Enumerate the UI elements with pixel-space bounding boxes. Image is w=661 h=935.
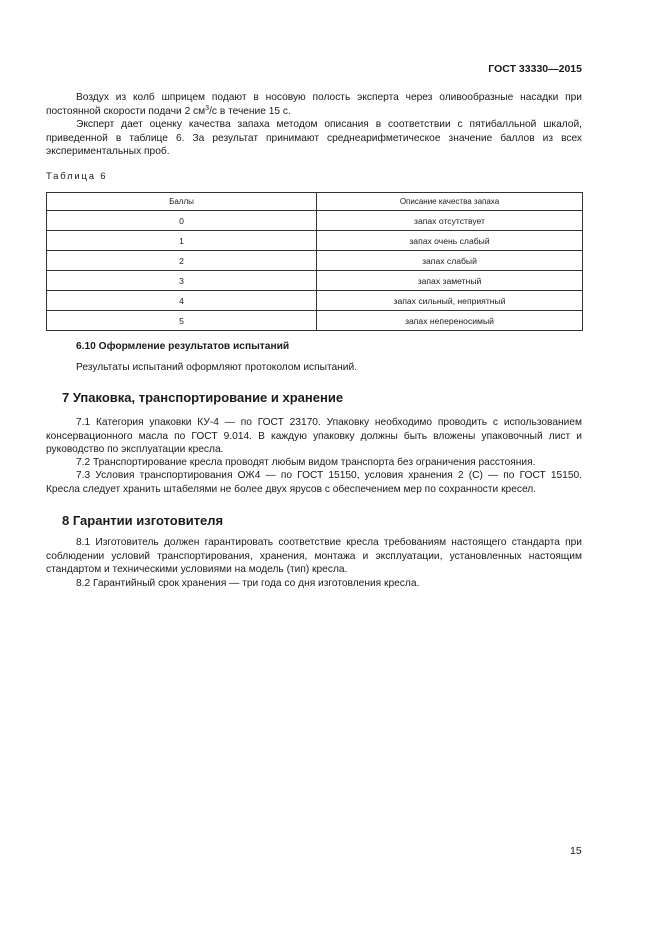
section-7-3-text: 7.3 Условия транспортирования ОЖ4 — по ГОСТ 15150, условия хранения 2 (С) — по ГОСТ 15150. Кресла следует хранить штабелями не более двух ярусов с обеспечением мер по сохранности кресел. <box>46 470 582 495</box>
section-8-title: 8 Гарантии изготовителя <box>62 513 224 528</box>
table-cell-score: 3 <box>47 271 317 291</box>
table-header-description: Описание качества запаха <box>317 193 583 211</box>
document-header: ГОСТ 33330—2015 <box>488 63 582 75</box>
intro-paragraph-1 <box>46 91 582 118</box>
table-header-score: Баллы <box>47 193 317 211</box>
table-caption: Таблица 6 <box>46 171 108 182</box>
table-row <box>47 311 583 331</box>
table-row <box>47 251 583 271</box>
section-6-10-text: Результаты испытаний оформляют протоколом испытаний. <box>76 362 358 373</box>
section-7-2-text: 7.2 Транспортирование кресла проводят любым видом транспорта без ограничения расстояния. <box>76 457 536 468</box>
intro-p1-text-a: Воздух из колб шприцем подают в носовую полость эксперта через оливообразные насадки при постоянной скорости подачи 2 см <box>46 92 582 117</box>
odor-rating-table <box>46 192 583 331</box>
table-cell-description: запах очень слабый <box>317 231 583 251</box>
section-8-1-text: 8.1 Изготовитель должен гарантировать соответствие кресла требованиям настоящего стандарта при соблюдении условий транспортирования, хранения, монтажа и эксплуатации, установленных настоящим стандартом и техническими условиями на модель (тип) кресла. <box>46 537 582 575</box>
table-cell-description: запах слабый <box>317 251 583 271</box>
table-cell-description: запах заметный <box>317 271 583 291</box>
table-row <box>47 211 583 231</box>
table-cell-description: запах отсутствует <box>317 211 583 231</box>
table-row <box>47 271 583 291</box>
table-cell-description: запах непереносимый <box>317 311 583 331</box>
section-8-2-text: 8.2 Гарантийный срок хранения — три года со дня изготовления кресла. <box>76 578 420 589</box>
table-cell-score: 0 <box>47 211 317 231</box>
table-header-row <box>47 193 583 211</box>
table-row <box>47 291 583 311</box>
intro-p1-superscript: 3 <box>205 104 210 112</box>
page-number: 15 <box>570 845 582 857</box>
section-6-10-title: 6.10 Оформление результатов испытаний <box>76 341 290 352</box>
table-row <box>47 231 583 251</box>
section-7-title: 7 Упаковка, транспортирование и хранение <box>62 390 344 405</box>
intro-p1-text-b: /с в течение 15 с. <box>209 105 291 117</box>
intro-paragraph-2: Эксперт дает оценку качества запаха методом описания в соответствии с пятибалльной шкалой, приведенной в таблице 6. За результат принимают среднеарифметическое значение баллов из всех экспериментальных проб. <box>46 119 582 157</box>
table-cell-score: 5 <box>47 311 317 331</box>
table-cell-score: 2 <box>47 251 317 271</box>
table-cell-description: запах сильный, неприятный <box>317 291 583 311</box>
table-cell-score: 4 <box>47 291 317 311</box>
section-7-1-text: 7.1 Категория упаковки КУ-4 — по ГОСТ 23170. Упаковку необходимо проводить с использованием консервационного масла по ГОСТ 9.014. В каждую упаковку должны быть вложены упаковочный лист и руководство по эксплуатации кресла. <box>46 417 582 455</box>
table-cell-score: 1 <box>47 231 317 251</box>
